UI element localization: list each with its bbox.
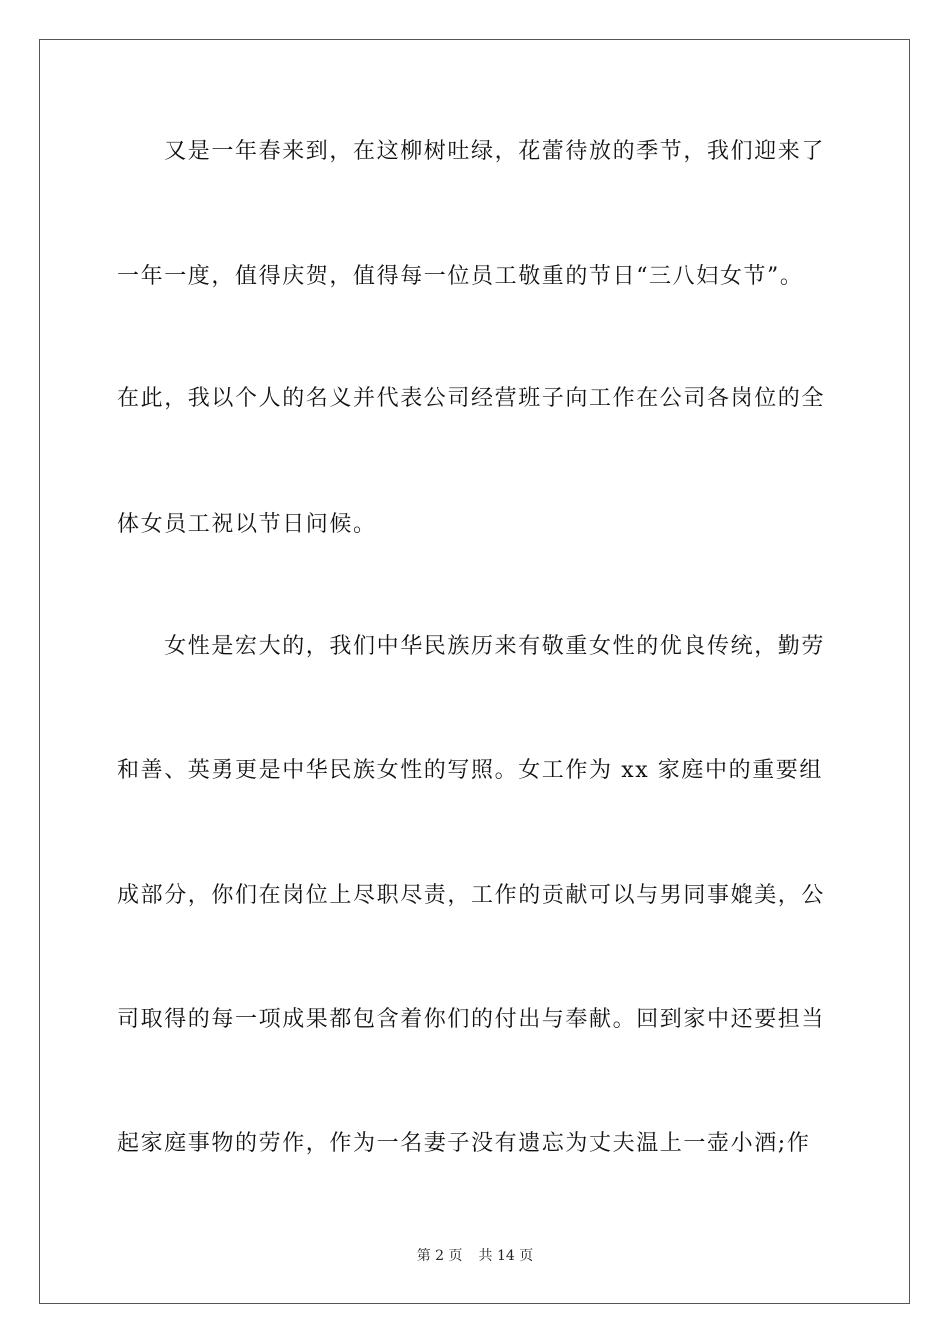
page-total: 共 14 页 (478, 1248, 534, 1264)
paragraph-2-line-4: 司取得的每一项成果都包含着你们的付出与奉献。回到家中还要担当 (117, 1007, 826, 1032)
paragraph-2-line-3: 成部分，你们在岗位上尽职尽责，工作的贡献可以与男同事媲美，公 (117, 883, 826, 908)
paragraph-1-line-3: 在此，我以个人的名义并代表公司经营班子向工作在公司各岗位的全 (117, 386, 826, 411)
paragraph-2-line-5: 起家庭事物的劳作，作为一名妻子没有遗忘为丈夫温上一壶小酒;作 (117, 1131, 811, 1156)
page-border (39, 39, 910, 1304)
paragraph-1-line-2: 一年一度，值得庆贺，值得每一位员工敬重的节日“三八妇女节”。 (117, 264, 804, 289)
paragraph-1-line-4: 体女员工祝以节日问候。 (117, 512, 377, 537)
paragraph-1-line-1: 又是一年春来到，在这柳树吐绿，花蕾待放的季节，我们迎来了 (117, 139, 826, 164)
page-footer (0, 1247, 950, 1265)
page-number: 第 2 页 (416, 1248, 463, 1264)
paragraph-2-line-1: 女性是宏大的，我们中华民族历来有敬重女性的优良传统，勤劳 (117, 634, 826, 659)
paragraph-2-line-2: 和善、英勇更是中华民族女性的写照。女工作为 xx 家庭中的重要组 (117, 758, 824, 783)
